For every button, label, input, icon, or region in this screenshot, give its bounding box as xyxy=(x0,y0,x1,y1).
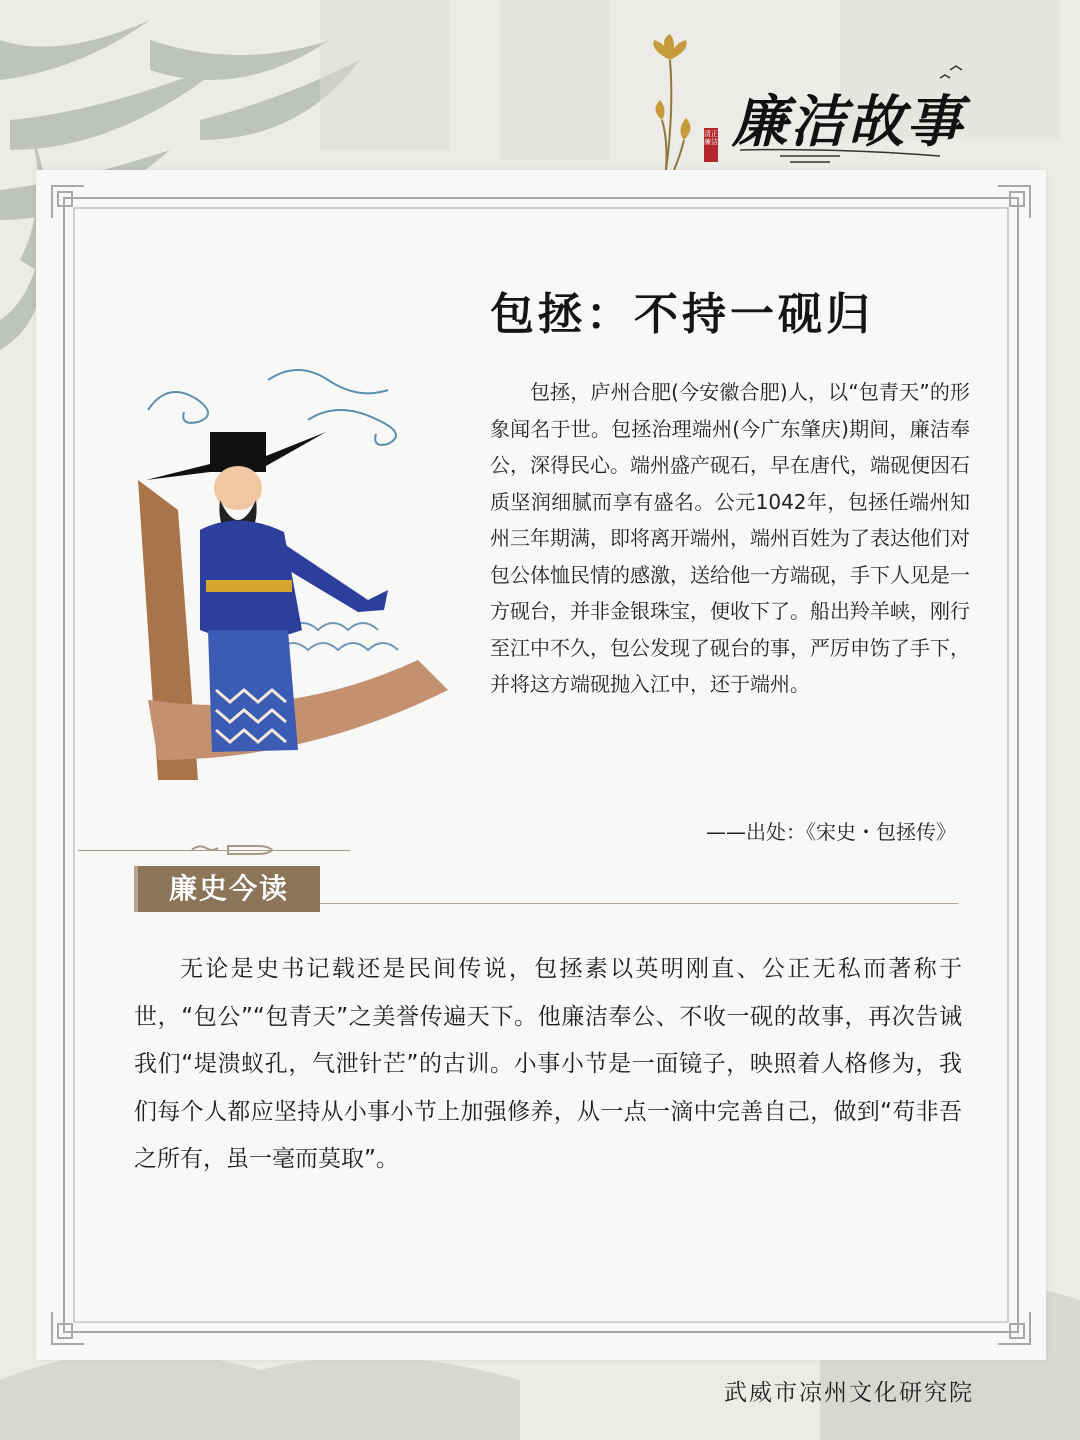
corner-fret-bottom-right xyxy=(998,1312,1030,1344)
publisher-name: 武威市凉州文化研究院 xyxy=(724,1380,974,1406)
commentary-body: 无论是史书记载还是民间传说，包拯素以英明刚直、公正无私而著称于世，“包公”“包青天”之美誉传遍天下。他廉洁奉公、不收一砚的故事，再次告诫我们“堤溃蚁孔，气泄针芒”的古训。小事小节是一面镜子，映照着人格修为，我们每个人都应坚持从小事小节上加强修养，从一点一滴中完善自己，做到“苟非吾之所有，虽一毫而莫取”。 xyxy=(134,956,962,1172)
bao-zheng-illustration xyxy=(88,360,488,780)
story-body: 包拯，庐州合肥(今安徽合肥)人，以“包青天”的形象闻名于世。包拯治理端州(今广东肇庆)期间，廉洁奉公，深得民心。端州盛产砚石，早在唐代，端砚便因石质坚润细腻而享有盛名。公元1042年，包拯任端州知州三年期满，即将离开端州，端州百姓为了表达他们对包公体恤民情的感激，送给他一方端砚，手下人见是一方砚台，并非金银珠宝，便收下了。船出羚羊峡，刚行至江中不久，包公发现了砚台的事，严厉申饬了手下，并将这方端砚抛入江中，还于端州。 xyxy=(490,380,970,696)
story-source: ——出处：《宋史・包拯传》 xyxy=(706,820,956,844)
content-card xyxy=(36,170,1046,1360)
red-seal-stamp: 清正廉洁 xyxy=(704,128,718,162)
lianjie-story-logo xyxy=(640,30,970,180)
corner-fret-top-left xyxy=(52,186,84,218)
section-title-tab: 廉史今读 xyxy=(138,866,320,912)
cloud-clasp-ornament xyxy=(188,842,278,858)
cloud-swirls xyxy=(148,370,396,445)
corner-fret-top-right xyxy=(998,186,1030,218)
corner-fret-bottom-left xyxy=(52,1312,84,1344)
section-rule xyxy=(320,903,958,904)
story-title: 包拯：不持一砚归 xyxy=(490,289,874,340)
logo-title: 廉洁故事 xyxy=(732,89,964,155)
